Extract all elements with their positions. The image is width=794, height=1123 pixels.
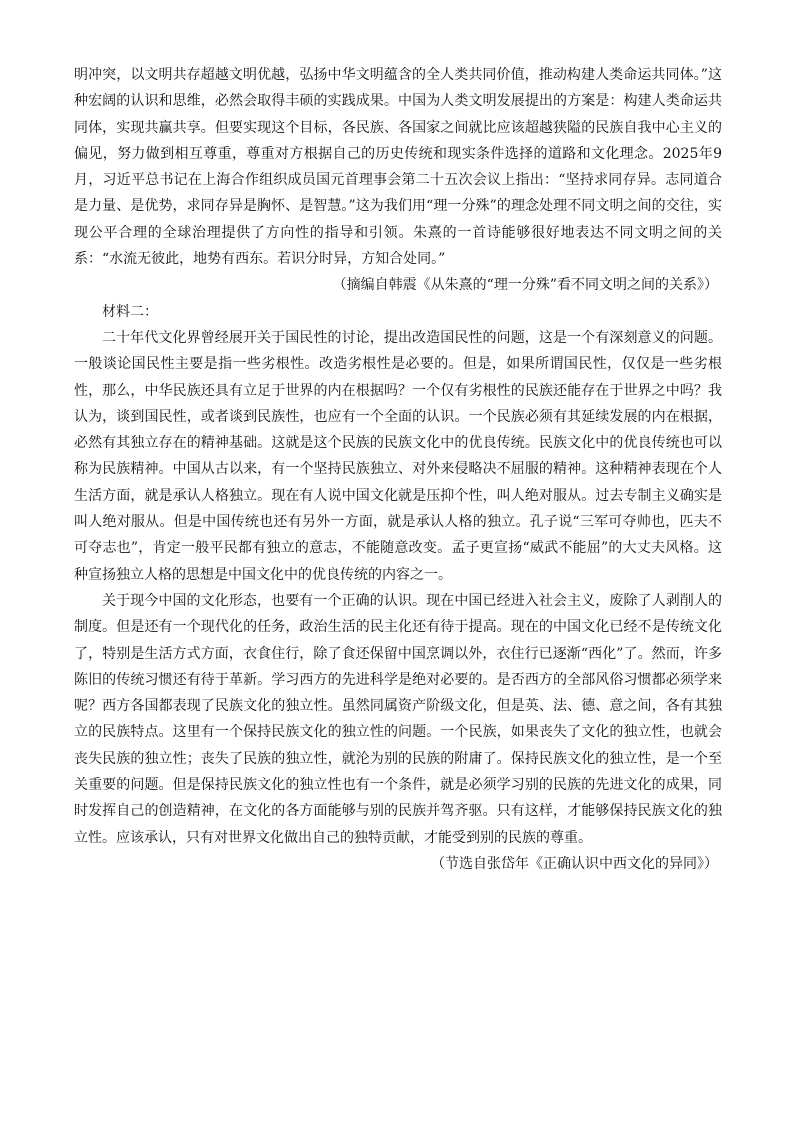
material-two-heading: 材料二： <box>102 303 158 320</box>
document-page <box>74 62 722 877</box>
source-citation-1: （摘编自韩震《从朱熹的“理一分殊”看不同文明之间的关系》） <box>332 277 718 294</box>
paragraph-continued: 明冲突，以文明共存超越文明优越，弘扬中华文明蕴含的全人类共同价值，推动构建人类命运共同体。”这种宏阔的认识和思维，必然会取得丰硕的实践成果。中国为人类文明发展提出的方案是：构建人类命运共同体，实现共赢共享。但要实现这个目标，各民族、各国家之间就比应该超越狭隘的民族自我中心主义的偏见，努力做到相互尊重，尊重对方根据自己的历史传统和现实条件选择的道路和文化理念。2025年9月，习近平总书记在上海合作组织成员国元首理事会第二十五次会议上指出：“坚持求同存异。志同道合是力量、是优势，求同存异是胸怀、是智慧。”这为我们用“理一分殊”的理念处理不同文明之间的交往，实现公平合理的全球治理提供了方向性的指导和引领。朱熹的一首诗能够很好地表达不同文明之间的关系：“水流无彼此，地势有西东。若识分时异，方知合处同。” <box>74 67 722 268</box>
paragraph-cultural-form: 关于现今中国的文化形态，也要有一个正确的认识。现在中国已经进入社会主义，废除了人剥削人的制度。但是还有一个现代化的任务，政治生活的民主化还有待于提高。现在的中国文化已经不是传统文化了，特别是生活方式方面，衣食住行，除了食还保留中国烹调以外，衣住行已逐渐“西化”了。然而，许多陈旧的传统习惯还有待于革新。学习西方的先进科学是绝对必要的。是否西方的全部风俗习惯都必须学来呢？西方各国都表现了民族文化的独立性。虽然同属资产阶级文化，但是英、法、德、意之间，各有其独立的民族特点。这里有一个保持民族文化的独立性的问题。一个民族，如果丧失了文化的独立性，也就会丧失民族的独立性；丧失了民族的独立性，就沦为别的民族的附庸了。保持民族文化的独立性，是一个至关重要的问题。但是保持民族文化的独立性也有一个条件，就是必须学习别的民族的先进文化的成果，同时发挥自己的创造精神，在文化的各方面能够与别的民族并驾齐驱。只有这样，才能够保持民族文化的独立性。应该承认，只有对世界文化做出自己的独特贡献，才能受到别的民族的尊重。 <box>74 592 722 846</box>
paragraph-national-character: 二十年代文化界曾经展开关于国民性的讨论，提出改造国民性的问题，这是一个有深刻意义的问题。一般谈论国民性主要是指一些劣根性。改造劣根性是必要的。但是，如果所谓国民性，仅仅是一些劣根性，那么，中华民族还具有立足于世界的内在根据吗？一个仅有劣根性的民族还能存在于世界之中吗？我认为，谈到国民性，或者谈到民族性，也应有一个全面的认识。一个民族必须有其延续发展的内在根据，必然有其独立存在的精神基础。这就是这个民族的民族文化中的优良传统。民族文化中的优良传统也可以称为民族精神。中国从古以来，有一个坚持民族独立、对外来侵略决不屈服的精神。这种精神表现在个人生活方面，就是承认人格独立。现在有人说中国文化就是压抑个性，叫人绝对服从。过去专制主义确实是叫人绝对服从。但是中国传统也还有另外一方面，就是承认人格的独立。孔子说“三军可夺帅也，匹夫不可夺志也”，肯定一般平民都有独立的意志，不能随意改变。孟子更宣扬“威武不能屈”的大丈夫风格。这种宣扬独立人格的思想是中国文化中的优良传统的内容之一。 <box>74 329 722 583</box>
source-citation-2: （节选自张岱年《正确认识中西文化的异同》） <box>431 855 718 872</box>
